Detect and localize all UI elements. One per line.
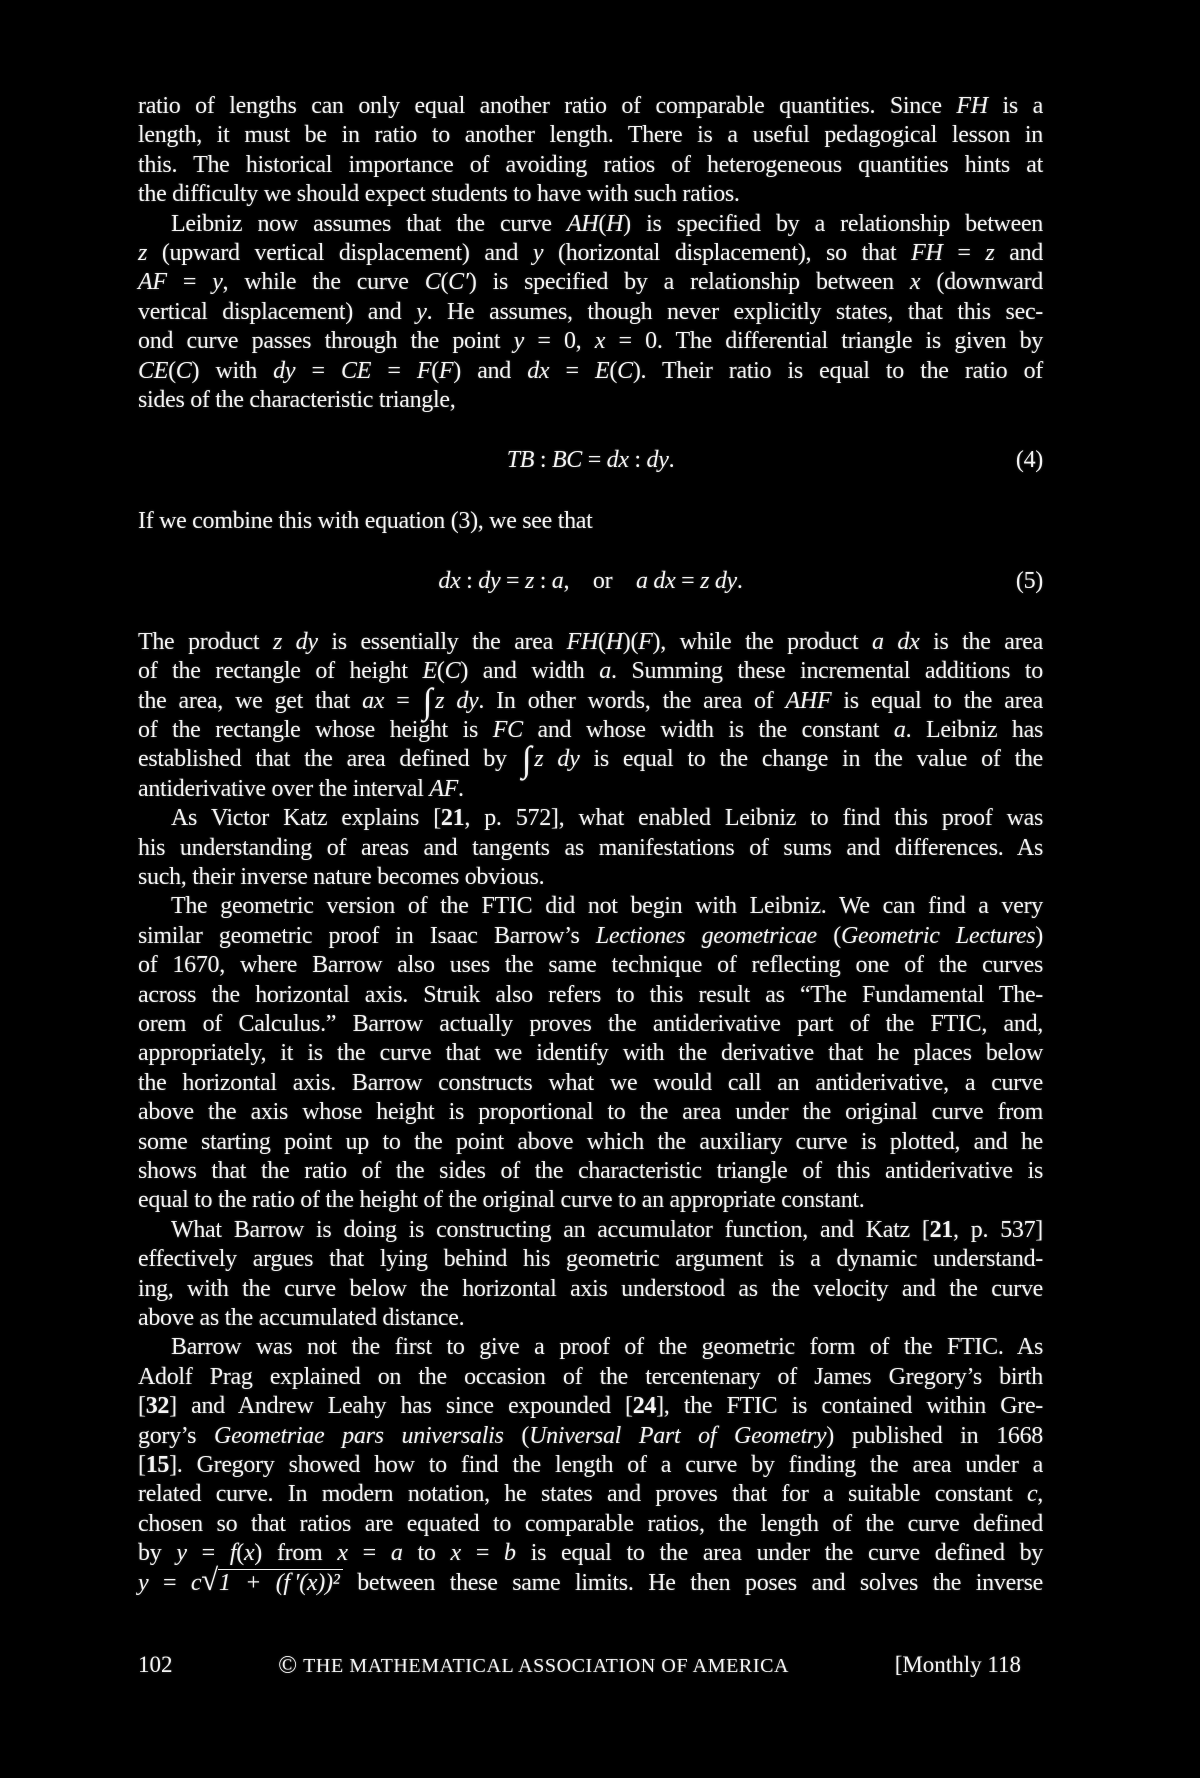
- text-line: [138, 1392, 1043, 1421]
- text-run: the area, we get that: [138, 687, 363, 714]
- math-italic: C: [175, 357, 192, 384]
- text-line: [138, 386, 1043, 415]
- math-italic: dx: [438, 568, 461, 595]
- math-italic: z: [138, 240, 148, 267]
- math-italic: a: [893, 716, 906, 743]
- text-run: appropriately, it is the curve that we identify with the derivative that he places below: [138, 1040, 1043, 1067]
- text-run: =: [549, 357, 596, 384]
- text-run: of the rectangle whose height is: [138, 716, 493, 743]
- text-run: ): [1035, 922, 1043, 949]
- text-run: ) is specified by a relationship between: [468, 269, 910, 296]
- math-italic: H: [605, 628, 623, 655]
- math-italic: z: [524, 568, 534, 595]
- text-line: [138, 1510, 1043, 1539]
- text-run: , p. 537]: [953, 1216, 1043, 1243]
- text-line: [138, 1128, 1043, 1157]
- text-run: some starting point up to the point above which the auxiliary curve is plotted, and he: [138, 1128, 1043, 1155]
- text-line: [138, 1539, 1043, 1568]
- text-run: .: [736, 568, 743, 595]
- math-italic: f: [229, 1540, 237, 1567]
- text-run: :: [628, 447, 647, 474]
- text-line: [138, 180, 1043, 209]
- text-run: =: [295, 357, 341, 384]
- text-line: [138, 1275, 1043, 1304]
- math-italic: FH: [566, 628, 599, 655]
- text-run: ) with: [191, 357, 274, 384]
- text-line: [138, 357, 1043, 386]
- equation-number: (4): [1015, 447, 1043, 474]
- text-run: . Summing these incremental additions to: [610, 658, 1043, 685]
- copyright-icon: ©: [278, 1652, 298, 1680]
- citation-number: 15: [145, 1452, 170, 1479]
- text-line: [138, 775, 1043, 804]
- math-italic: E: [422, 658, 437, 685]
- math-italic: Universal Part of Geometry: [529, 1422, 827, 1449]
- text-line: [138, 1451, 1043, 1480]
- text-run: gory’s: [138, 1422, 215, 1449]
- text-run: =: [371, 357, 417, 384]
- text-run: ing, with the curve below the horizontal axis understood as the velocity and the curve: [138, 1275, 1043, 1302]
- text-run: ) published in 1668: [826, 1422, 1043, 1449]
- text-run: his understanding of areas and tangents as manifestations of sums and differences. As: [138, 834, 1043, 861]
- math-italic: C: [617, 357, 633, 384]
- text-line: [138, 863, 1043, 892]
- text-run: is equal to the area under the curve defined by: [515, 1540, 1044, 1567]
- paragraph: [138, 1333, 1043, 1598]
- math-italic: C: [444, 658, 461, 685]
- text-run: =: [942, 240, 986, 267]
- math-italic: x: [243, 1540, 255, 1567]
- square-root: [201, 1562, 342, 1597]
- text-run: (: [236, 1540, 244, 1567]
- equation: [138, 567, 1043, 596]
- math-italic: z dy: [700, 568, 737, 595]
- text-line: [138, 1480, 1043, 1509]
- text-run: =: [500, 568, 525, 595]
- math-italic: x: [909, 269, 921, 296]
- text-line: [138, 1562, 1044, 1598]
- math-italic: x: [337, 1540, 348, 1567]
- text-line: [138, 657, 1043, 686]
- math-italic: c: [190, 1569, 202, 1596]
- math-italic: y: [138, 1569, 149, 1596]
- text-line: [138, 680, 1044, 721]
- text-run: The product: [138, 628, 273, 655]
- text-run: the difficulty we should expect students to have with such ratios.: [138, 181, 740, 208]
- text-run: ] and Andrew Leahy has since expounded [: [169, 1393, 633, 1420]
- math-italic: dx: [527, 357, 550, 384]
- text-run: =: [675, 568, 701, 595]
- text-run: related curve. In modern notation, he states and proves that for a suitable constant: [138, 1481, 1027, 1508]
- text-run: antiderivative over the interval: [138, 775, 430, 802]
- math-italic: x: [450, 1540, 461, 1567]
- text-line: [138, 1363, 1043, 1392]
- text-run: :: [460, 568, 479, 595]
- text-run: above as the accumulated distance.: [138, 1305, 465, 1332]
- text-run: The geometric version of the FTIC did not begin with Leibniz. We can find a very: [171, 893, 1043, 920]
- text-run: ) from: [254, 1540, 338, 1567]
- text-line: [138, 628, 1043, 657]
- text-run: and: [994, 240, 1043, 267]
- math-italic: dy: [646, 447, 669, 474]
- text-run: =: [582, 447, 607, 474]
- equation-body: [507, 447, 675, 473]
- citation-number: 32: [145, 1393, 170, 1420]
- math-italic: BC: [551, 447, 583, 474]
- copyright-text: THE MATHEMATICAL ASSOCIATION OF AMERICA: [303, 1655, 790, 1678]
- text-line: [138, 1304, 1043, 1333]
- math-italic: CE: [340, 357, 372, 384]
- math-italic: Lectiones geometricae: [595, 922, 817, 949]
- math-italic: H: [606, 210, 624, 237]
- citation-number: 24: [632, 1393, 657, 1420]
- citation-number: 21: [440, 805, 465, 832]
- journal-issue: [Monthly 118: [894, 1652, 1021, 1678]
- text-run: :: [534, 447, 552, 474]
- math-italic: FH: [956, 93, 988, 119]
- math-italic: y: [513, 328, 524, 355]
- radical-icon: √: [201, 1562, 218, 1597]
- text-run: = 0,: [523, 328, 595, 355]
- text-run: (: [168, 357, 176, 384]
- math-italic: F: [638, 628, 653, 655]
- math-italic: AF: [138, 269, 167, 296]
- text-line: [138, 327, 1043, 356]
- text-run: :: [534, 568, 552, 595]
- math-italic: C′: [448, 269, 469, 296]
- copyright-notice: [278, 1651, 789, 1681]
- text-run: of 1670, where Barrow also uses the same technique of reflecting one of the curves: [138, 952, 1043, 979]
- math-italic: TB: [506, 447, 535, 474]
- page-body: [138, 92, 1043, 1598]
- math-italic: Geometriae pars universalis: [214, 1422, 504, 1449]
- text-run: As Victor Katz explains [: [171, 805, 441, 832]
- text-line: [138, 239, 1043, 268]
- text-run: , or: [563, 568, 636, 595]
- math-italic: F: [416, 357, 432, 384]
- text-run: such, their inverse nature becomes obvious.: [138, 863, 545, 890]
- text-line: [138, 1333, 1043, 1362]
- math-italic: E: [595, 357, 610, 384]
- equation-body: [438, 568, 742, 594]
- text-run: ). Their ratio is equal to the ratio of: [632, 357, 1043, 384]
- text-run: effectively argues that lying behind his geometric argument is a dynamic understand-: [138, 1246, 1043, 1273]
- text-line: [138, 981, 1043, 1010]
- text-run: Leibniz now assumes that the curve: [171, 210, 568, 237]
- paragraph: [138, 507, 1043, 536]
- text-run: (: [598, 210, 607, 237]
- math-italic: a dx: [635, 568, 676, 595]
- text-run: (: [609, 357, 618, 384]
- text-run: equal to the ratio of the height of the original curve to an appropriate constant.: [138, 1187, 865, 1214]
- text-run: this. The historical importance of avoiding ratios of heterogeneous quantities hints at: [138, 151, 1043, 178]
- page-body-column: [138, 92, 1043, 1682]
- text-run: ), while the product: [652, 628, 873, 655]
- text-run: , while the curve: [222, 269, 425, 296]
- text-line: [138, 951, 1043, 980]
- math-italic: dy: [478, 568, 501, 595]
- text-line: [138, 1216, 1043, 1245]
- text-line: [138, 739, 1043, 780]
- text-run: (: [816, 922, 841, 949]
- text-line: [138, 1098, 1043, 1127]
- math-italic: AHF: [785, 687, 832, 714]
- radicand: 1 + (f ′(x))²: [218, 1569, 343, 1596]
- text-run: (: [436, 658, 445, 685]
- text-line: [138, 804, 1043, 833]
- math-italic: x: [594, 328, 606, 355]
- text-run: vertical displacement) and: [138, 298, 417, 325]
- text-run: ond curve passes through the point: [138, 328, 514, 355]
- text-run: shows that the ratio of the sides of the characteristic triangle of this antiderivative is: [138, 1158, 1043, 1184]
- text-run: .: [668, 447, 675, 474]
- page-number: 102: [138, 1652, 173, 1678]
- text-line: [138, 892, 1043, 921]
- math-italic: y: [416, 298, 427, 325]
- math-italic: ax: [362, 687, 385, 714]
- text-run: ) and width: [460, 658, 600, 685]
- text-run: sides of the characteristic triangle,: [138, 387, 456, 414]
- text-line: [138, 1422, 1043, 1451]
- math-italic: c: [1026, 1481, 1038, 1508]
- paragraph: [138, 804, 1043, 892]
- paragraph: [138, 1216, 1043, 1334]
- text-run: =: [460, 1540, 505, 1567]
- math-italic: dy: [273, 357, 296, 384]
- text-run: and whose width is the constant: [522, 716, 894, 743]
- math-italic: dx: [606, 447, 629, 474]
- text-run: Barrow was not the first to give a proof of the geometric form of the FTIC. As: [171, 1334, 1043, 1361]
- text-run: ,: [1037, 1481, 1043, 1508]
- text-line: [138, 268, 1043, 297]
- text-run: similar geometric proof in Isaac Barrow’s: [138, 922, 596, 949]
- text-run: . Leibniz has: [905, 716, 1043, 743]
- text-run: =: [384, 687, 422, 714]
- math-italic: y: [212, 269, 223, 296]
- integral-icon: ∫: [521, 739, 532, 780]
- math-italic: z dy: [534, 746, 580, 773]
- text-run: (: [598, 628, 606, 655]
- math-italic: C: [424, 269, 441, 296]
- math-italic: AH: [567, 210, 599, 237]
- text-run: of the rectangle of height: [138, 658, 423, 685]
- paragraph: [138, 628, 1043, 804]
- text-run: length, it must be in ratio to another length. There is a useful pedagogical lesson in: [138, 122, 1043, 149]
- math-italic: a: [390, 1540, 403, 1567]
- paragraph: [138, 892, 1043, 1215]
- text-line: [138, 210, 1043, 239]
- text-run: =: [166, 269, 213, 296]
- text-run: is equal to the area: [831, 687, 1044, 714]
- math-italic: Geometric Lectures: [840, 922, 1036, 949]
- text-run: ) and: [453, 357, 528, 384]
- text-run: Adolf Prag explained on the occasion of the tercentenary of James Gregory’s birth: [138, 1363, 1043, 1390]
- text-run: .: [458, 775, 464, 802]
- math-italic: CE: [138, 357, 169, 384]
- text-run: =: [148, 1569, 191, 1596]
- text-run: (upward vertical displacement) and: [147, 240, 533, 267]
- text-run: (: [431, 357, 439, 384]
- math-italic: a dx: [872, 628, 920, 655]
- math-italic: FH: [911, 240, 943, 267]
- text-line: [138, 922, 1043, 951]
- text-line: [138, 298, 1043, 327]
- text-run: ]. Gregory showed how to find the length of a curve by finding the area under a: [169, 1452, 1043, 1479]
- math-italic: z dy: [435, 687, 479, 714]
- math-italic: z dy: [272, 628, 318, 655]
- text-run: across the horizontal axis. Struik also refers to this result as “The Fundamental The-: [138, 981, 1043, 1008]
- paragraph: [138, 92, 1043, 210]
- text-line: [138, 1069, 1043, 1098]
- text-run: If we combine this with equation (3), we see that: [138, 507, 593, 534]
- text-run: (horizontal displacement), so that: [543, 240, 912, 267]
- text-run: ratio of lengths can only equal another ratio of comparable quantities. Since: [138, 93, 957, 119]
- text-run: )(: [622, 628, 639, 655]
- text-run: , p. 572], what enabled Leibniz to find this proof was: [464, 805, 1044, 832]
- text-line: [138, 121, 1043, 150]
- page-footer: [138, 1650, 1043, 1681]
- text-run: (downward: [920, 269, 1043, 296]
- math-italic: z: [985, 240, 995, 267]
- math-italic: FC: [492, 716, 523, 743]
- text-line: [138, 1186, 1043, 1215]
- text-run: is essentially the area: [317, 628, 567, 655]
- text-run: chosen so that ratios are equated to comparable ratios, the length of the curve defined: [138, 1510, 1043, 1537]
- text-run: the horizontal axis. Barrow constructs what we would call an antiderivative, a curve: [138, 1069, 1043, 1096]
- text-run: [: [138, 1452, 146, 1479]
- text-line: [138, 92, 1043, 121]
- text-line: [138, 1039, 1043, 1068]
- text-run: =: [347, 1540, 391, 1567]
- text-run: to: [402, 1540, 451, 1567]
- text-run: [: [138, 1393, 146, 1420]
- integral-icon: ∫: [422, 680, 433, 721]
- text-line: [138, 1010, 1043, 1039]
- text-run: (: [440, 269, 449, 296]
- text-line: [138, 507, 1043, 536]
- paragraph: [138, 210, 1043, 416]
- text-run: . In other words, the area of: [478, 687, 786, 714]
- text-run: established that the area defined by: [138, 746, 521, 773]
- text-run: by: [138, 1540, 177, 1567]
- math-italic: a: [551, 568, 564, 595]
- text-run: (: [503, 1422, 530, 1449]
- math-italic: F: [438, 357, 454, 384]
- text-line: [138, 1245, 1043, 1274]
- text-run: . He assumes, though never explicitly states, that this sec-: [426, 298, 1043, 325]
- text-run: = 0. The differential triangle is given by: [605, 328, 1043, 355]
- text-run: ) is specified by a relationship between: [623, 210, 1043, 237]
- text-run: ], the FTIC is contained within Gre-: [656, 1393, 1043, 1420]
- math-italic: y: [176, 1540, 187, 1567]
- text-line: [138, 834, 1043, 863]
- equation: [138, 446, 1043, 475]
- text-line: [138, 1157, 1043, 1186]
- text-run: is a: [987, 93, 1043, 119]
- text-run: orem of Calculus.” Barrow actually proves the antiderivative part of the FTIC, and,: [138, 1010, 1043, 1037]
- math-italic: b: [504, 1540, 516, 1567]
- text-run: is the area: [919, 628, 1044, 655]
- math-italic: y: [532, 240, 544, 267]
- citation-number: 21: [929, 1216, 954, 1243]
- math-italic: AF: [429, 775, 459, 802]
- text-run: above the axis whose height is proportional to the area under the original curve from: [138, 1099, 1043, 1126]
- text-run: between these same limits. He then poses and solves the inverse: [342, 1569, 1044, 1596]
- math-italic: a: [599, 658, 611, 685]
- text-run: is equal to the change in the value of the: [579, 746, 1043, 773]
- equation-number: (5): [1015, 568, 1043, 595]
- text-line: [138, 151, 1043, 180]
- text-run: =: [186, 1540, 230, 1567]
- text-run: What Barrow is doing is constructing an accumulator function, and Katz [: [171, 1216, 930, 1243]
- text-line: [138, 716, 1043, 745]
